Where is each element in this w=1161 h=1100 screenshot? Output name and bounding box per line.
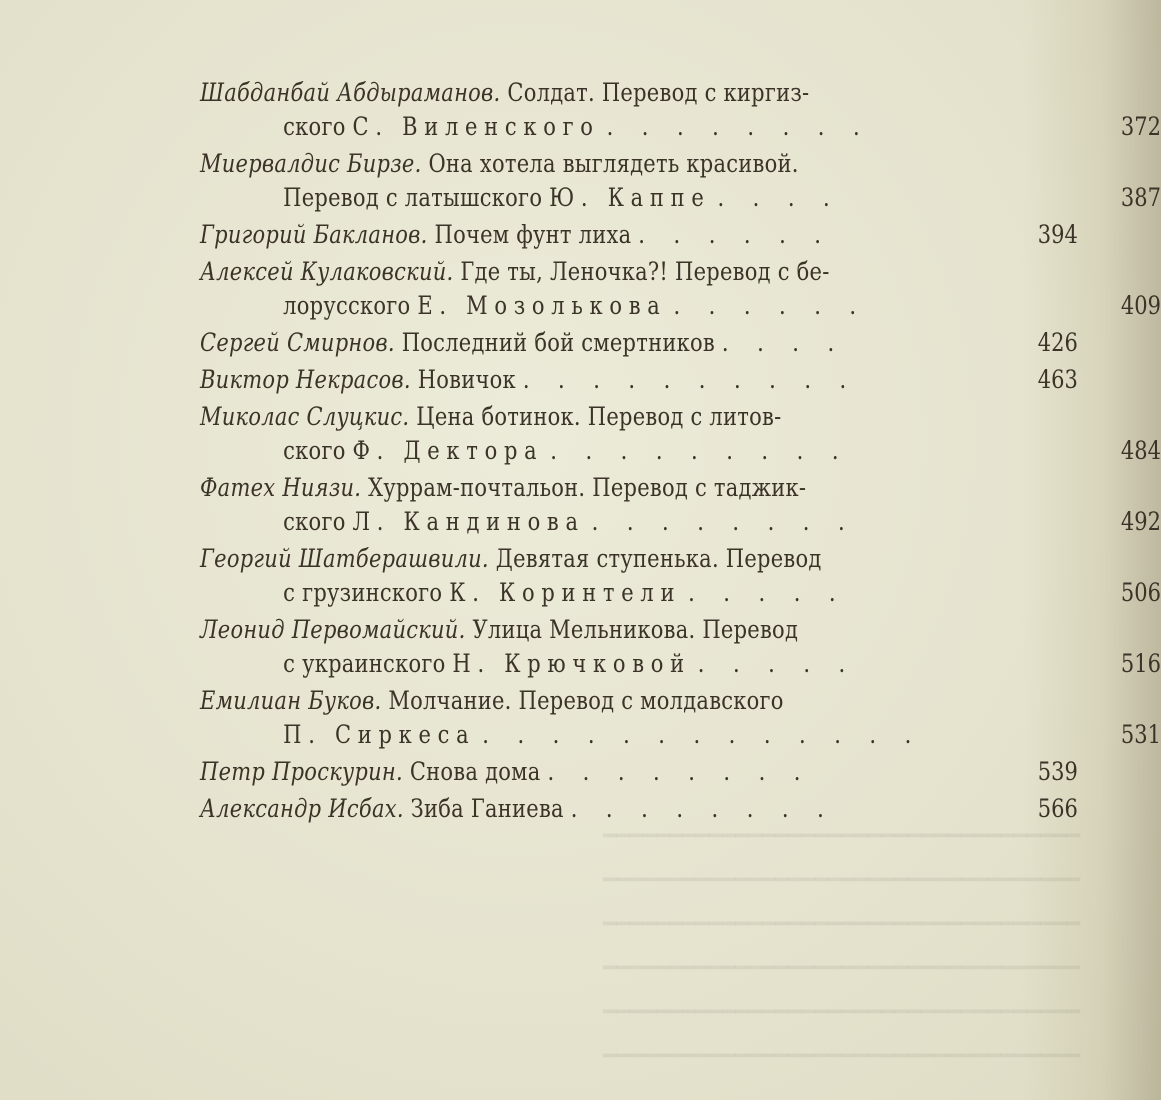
page-number: 387 [1120,183,1161,212]
author-name: Шабданбай Абдыраманов. [200,78,501,107]
author-name: Петр Проскурин. [200,757,403,786]
translation-source: ского [283,436,353,465]
bleed-through-text: ━━━━━━━━━━━━━━━━━━━━━━━━━━━━━━━━━━━━ ━━━━━━━━━━━━━━━━━━━━━━━━━━━━━━━━━━━━ ━━━━━━━━━━━━━━━━━━━━━━━━━━━━━━━━━━━━ ━━━━━━━━━━━━━━━━━━━━━━━━━━━━━━━━━━━━ ━━━━━━━━━━━━━━━━━━━━━━━━━━━━━━━━━━━━ ━━━━━━━━━━━━━━━━━━━━━━━━━━━━━━━━━━━━ [603,824,1080,1069]
leader-dots: . . . . . . . . [570,794,835,823]
leader-dots: . . . . . [688,578,847,607]
translation-source: Перевод с латышского [283,183,550,212]
work-title: Последний бой смертников [394,328,715,357]
translator-name: Н. Крючковой [452,649,691,678]
author-name: Емилиан Буков. [200,686,382,715]
author-name: Григорий Бакланов. [200,220,428,249]
page-number: 426 [1037,328,1078,357]
toc-entry-line [200,684,1078,718]
translation-source: лорусского [283,291,418,320]
leader-dots: . . . . . . . . [547,757,812,786]
leader-dots: . . . . . . [638,220,832,249]
page-number: 506 [1120,578,1161,607]
toc-entry [200,542,1161,610]
toc-entry-line [200,505,1161,539]
author-name: Леонид Первомайский. [200,615,466,644]
work-title: Улица Мельникова. Перевод [465,615,799,644]
toc-entry-line [200,647,1161,681]
leader-dots: . . . . . . . . . . [522,365,858,394]
work-title: Солдат. Перевод с киргиз- [500,78,810,107]
toc-entry-line [200,755,1078,789]
translator-name: Е. Мозолькова [417,291,667,320]
page-number: 484 [1120,436,1161,465]
toc-entry [200,792,1078,826]
author-name: Фатех Ниязи. [200,473,362,502]
toc-entry-line [200,218,1078,252]
leader-dots: . . . . [721,328,846,357]
page-number: 409 [1120,291,1161,320]
work-title: Она хотела выглядеть красивой. [421,149,799,178]
toc-entry [200,76,1161,144]
toc-entry [200,684,1161,752]
page-number: 394 [1037,220,1078,249]
toc-entry-line [200,289,1161,323]
author-name: Миколас Слуцкис. [200,402,410,431]
translator-name: Ю. Каппе [549,183,711,212]
toc-entry-line [200,542,1078,576]
toc-entry-line [200,471,1078,505]
translation-source: с украинского [283,649,453,678]
page-number: 531 [1120,720,1161,749]
toc-entry-line [200,434,1161,468]
toc-entry [200,471,1161,539]
toc-entry [200,326,1078,360]
page-number: 516 [1120,649,1161,678]
toc-entry [200,363,1078,397]
toc-entry [200,755,1078,789]
toc-entry [200,147,1161,215]
leader-dots: . . . . . . [673,291,867,320]
leader-dots: . . . . . . . . [591,507,856,536]
work-title: Девятая ступенька. Перевод [488,544,822,573]
toc-entry-line [200,255,1078,289]
translator-name: К. Коринтели [449,578,682,607]
work-title: Молчание. Перевод с молдавского [381,686,784,715]
work-title: Где ты, Леночка?! Перевод с бе- [453,257,830,286]
translation-source: ского [283,507,353,536]
author-name: Виктор Некрасов. [200,365,411,394]
translation-source: ского [283,112,353,141]
work-title: Хуррам-почтальон. Перевод с таджик- [361,473,807,502]
toc-entry [200,218,1078,252]
page-number: 539 [1037,757,1078,786]
toc-entry-line [200,76,1078,110]
toc-entry [200,255,1161,323]
translator-name: С. Виленского [352,112,600,141]
toc-entry-line [200,326,1078,360]
leader-dots: . . . . . . . . . . . . . [482,720,923,749]
translator-name: П. Сиркеса [283,720,476,749]
toc-entry-line [200,110,1161,144]
toc-entry-line [200,363,1078,397]
page-number: 492 [1120,507,1161,536]
toc-entry-line [200,147,1078,181]
page-number: 372 [1120,112,1161,141]
translation-source: с грузинского [283,578,450,607]
author-name: Миервалдис Бирзе. [200,149,422,178]
toc-entry-line [200,613,1078,647]
author-name: Георгий Шатберашвили. [200,544,489,573]
translator-name: Ф. Дектора [352,436,544,465]
toc-entry-line [200,576,1161,610]
author-name: Сергей Смирнов. [200,328,395,357]
table-of-contents [200,76,1161,826]
leader-dots: . . . . . . . . [606,112,871,141]
toc-entry-line [200,792,1078,826]
author-name: Александр Исбах. [200,794,404,823]
toc-entry [200,400,1161,468]
work-title: Снова дома [402,757,541,786]
toc-entry-line [200,718,1161,752]
toc-entry-line [200,181,1161,215]
toc-entry-line [200,400,1078,434]
author-name: Алексей Кулаковский. [200,257,454,286]
leader-dots: . . . . . [697,649,857,678]
leader-dots: . . . . [717,183,841,212]
toc-entry [200,613,1161,681]
leader-dots: . . . . . . . . . [550,436,850,465]
work-title: Новичок [410,365,516,394]
work-title: Зиба Ганиева [403,794,564,823]
page-number: 463 [1037,365,1078,394]
work-title: Цена ботинок. Перевод с литов- [409,402,782,431]
translator-name: Л. Кандинова [352,507,585,536]
page-number: 566 [1037,794,1078,823]
work-title: Почем фунт лиха [427,220,632,249]
